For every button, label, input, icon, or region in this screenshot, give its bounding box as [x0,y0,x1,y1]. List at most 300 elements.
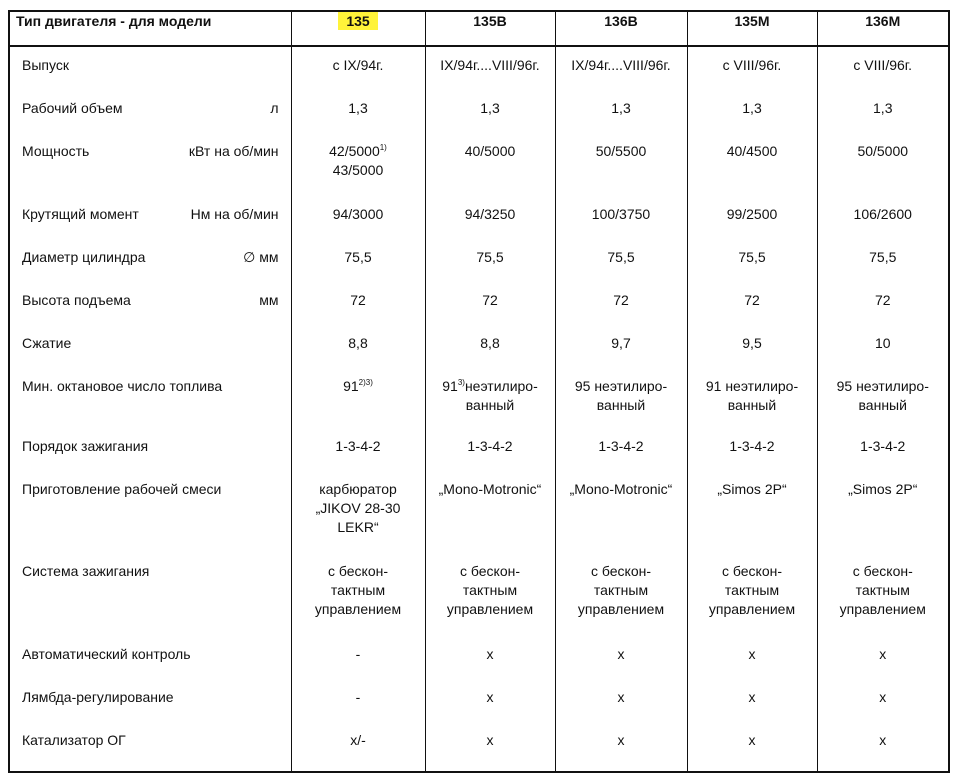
value-text: x [879,689,887,705]
param-name: Лямбда-регулирование [22,689,174,705]
value-text: с бескон- [328,563,388,579]
value-line [818,291,949,310]
param-unit: ∅ мм [243,249,279,265]
value-text: 1,3 [742,100,762,116]
value-text: тактным [855,582,910,598]
value-line [426,581,555,600]
value-text: управлением [839,601,926,617]
value-text: 8,8 [348,335,368,351]
value-text: „Mono-Motronic“ [569,481,673,497]
value-text: 42/5000 [329,143,380,159]
value-line [556,334,687,353]
value-text: ванный [596,397,646,413]
value-cell [425,557,555,640]
value-text: 9,5 [742,335,762,351]
param-name: Сжатие [22,335,72,351]
value-text: 100/3750 [591,206,651,222]
value-line [688,581,817,600]
value-cell [817,243,949,286]
value-text: x [617,689,625,705]
value-cell [555,475,687,557]
value-line [688,56,817,75]
value-text: „Simos 2P“ [717,481,787,497]
value-line [426,142,555,161]
value-cell [425,329,555,372]
value-text: управлением [708,601,796,617]
model-136b: 136B [555,11,687,46]
value-line [818,377,949,396]
value-cell [291,137,425,200]
value-line [426,480,555,499]
param-cell [9,557,291,640]
value-line [292,334,425,353]
value-text: ванный [858,397,907,413]
value-line [688,562,817,581]
value-line [426,377,555,396]
value-line [556,142,687,161]
value-line [818,142,949,161]
value-cell [687,243,817,286]
table-row [9,557,949,640]
value-cell [425,640,555,683]
value-cell [425,46,555,94]
value-cell [425,200,555,243]
value-text: 50/5000 [857,143,909,159]
value-cell [687,683,817,726]
footnote-mark: 1) [379,143,387,152]
table-row [9,475,949,557]
value-line [818,334,949,353]
value-line [292,645,425,664]
value-text: с VIII/96г. [853,57,913,73]
value-line [556,205,687,224]
value-line [426,248,555,267]
value-text: 1-3-4-2 [860,438,906,454]
value-cell [555,46,687,94]
value-cell [425,94,555,137]
table-row [9,286,949,329]
value-text: 1,3 [480,100,500,116]
value-suffix: неэтилиро- [464,378,538,394]
value-text: тактным [593,582,649,598]
value-cell [291,640,425,683]
value-line [292,688,425,707]
value-line [688,205,817,224]
value-text: 75,5 [476,249,504,265]
value-cell [817,683,949,726]
table-row [9,726,949,772]
value-line [818,205,949,224]
value-text: x [748,689,756,705]
value-cell [555,726,687,772]
value-line [292,600,425,619]
value-cell [425,243,555,286]
value-text: карбюратор [319,481,397,497]
value-cell [425,726,555,772]
footnote-mark: 2)3) [358,378,373,387]
value-text: с IX/94г. [332,57,384,73]
value-line [688,480,817,499]
table-row [9,46,949,94]
value-line [556,600,687,619]
model-135b: 135B [425,11,555,46]
value-text: x/- [350,732,366,748]
value-text: 94/3000 [332,206,384,222]
value-text: 72 [744,292,760,308]
value-text: 43/5000 [332,162,384,178]
value-line [426,437,555,456]
value-line [688,396,817,415]
param-name: Порядок зажигания [22,438,149,454]
param-name: Крутящий момент [22,206,139,222]
value-text: 75,5 [869,249,897,265]
value-line [688,248,817,267]
value-line [688,645,817,664]
value-text: управлением [577,601,665,617]
engine-spec-table [8,10,950,773]
value-cell [817,137,949,200]
param-name: Мин. октановое число топлива [22,378,223,394]
value-cell [555,286,687,329]
value-line [688,600,817,619]
value-line [818,645,949,664]
value-cell [291,243,425,286]
value-text: с VIII/96г. [722,57,782,73]
value-cell [555,372,687,432]
value-text: с бескон- [460,563,520,579]
value-line [292,731,425,750]
value-line [818,396,949,415]
model-136m: 136M [817,11,949,46]
value-text: 94/3250 [464,206,516,222]
value-line [426,645,555,664]
value-text: x [748,732,756,748]
table-row [9,683,949,726]
value-text: - [355,689,361,705]
param-unit: л [270,100,279,116]
value-text: 1-3-4-2 [467,438,513,454]
value-cell [425,475,555,557]
value-text: x [617,732,625,748]
value-text: „Mono-Motronic“ [438,481,542,497]
value-cell [425,137,555,200]
value-text: 72 [350,292,366,308]
value-text: 40/4500 [726,143,778,159]
value-cell [555,329,687,372]
value-line [818,688,949,707]
value-text: 1-3-4-2 [598,438,644,454]
value-line [556,731,687,750]
value-text: ванный [465,397,515,413]
value-line [292,581,425,600]
value-cell [291,475,425,557]
param-name: Мощность [22,143,90,159]
value-cell [291,329,425,372]
value-text: - [355,646,361,662]
param-cell [9,432,291,475]
value-text: x [617,646,625,662]
table-row [9,137,949,200]
value-cell [687,475,817,557]
value-line [426,600,555,619]
value-text: x [486,689,494,705]
param-unit: мм [259,292,279,308]
value-line [292,480,425,499]
value-text: 40/5000 [464,143,516,159]
param-name: Система зажигания [22,563,150,579]
param-name: Диаметр цилиндра [22,249,146,265]
value-text: 72 [613,292,629,308]
value-text: 95 неэтилиро- [836,378,929,394]
value-cell [687,94,817,137]
value-cell [817,372,949,432]
value-cell [291,286,425,329]
value-line [426,731,555,750]
value-line [426,99,555,118]
value-line [426,56,555,75]
table-row [9,94,949,137]
value-cell [555,432,687,475]
value-line [556,291,687,310]
header-label: Тип двигателя - для модели [9,11,291,46]
value-line [688,334,817,353]
value-cell [817,286,949,329]
value-cell [555,137,687,200]
param-cell [9,94,291,137]
spec-sheet [8,10,948,748]
value-line [292,56,425,75]
param-name: Высота подъема [22,292,131,308]
value-text: тактным [724,582,780,598]
value-cell [687,557,817,640]
value-cell [687,640,817,683]
value-text: управлением [446,601,534,617]
param-cell [9,329,291,372]
value-line [292,291,425,310]
value-cell [555,557,687,640]
table-row [9,243,949,286]
value-cell [291,372,425,432]
value-cell [687,329,817,372]
value-line [292,518,425,537]
model-135m: 135M [687,11,817,46]
value-cell [817,46,949,94]
value-cell [425,432,555,475]
value-line [556,437,687,456]
value-line [818,731,949,750]
param-cell [9,640,291,683]
value-line [818,480,949,499]
table-row [9,200,949,243]
value-line [426,562,555,581]
value-cell [291,432,425,475]
highlighted-model: 135 [338,12,377,30]
value-text: 95 неэтилиро- [574,378,668,394]
value-cell [687,432,817,475]
value-text: 10 [874,335,891,351]
value-line [292,248,425,267]
param-name: Приготовление рабочей смеси [22,481,222,497]
param-name: Рабочий объем [22,100,123,116]
table-row [9,372,949,432]
value-text: LEKR“ [337,519,379,535]
value-text: 8,8 [480,335,500,351]
value-line [688,377,817,396]
value-cell [291,94,425,137]
value-cell [687,46,817,94]
value-cell [291,46,425,94]
value-line [556,248,687,267]
value-text: с бескон- [591,563,651,579]
value-cell [817,726,949,772]
value-line [426,291,555,310]
value-text: ванный [727,397,777,413]
value-cell [687,372,817,432]
value-text: 1-3-4-2 [335,438,381,454]
value-cell [687,200,817,243]
value-text: 1,3 [873,100,893,116]
value-line [292,161,425,180]
value-text: „JIKOV 28-30 [315,500,401,516]
value-text: с бескон- [852,563,913,579]
value-line [818,562,949,581]
value-cell [425,372,555,432]
value-line [556,688,687,707]
value-cell [425,683,555,726]
param-cell [9,46,291,94]
value-text: с бескон- [722,563,782,579]
value-text: 91 [442,378,458,394]
value-cell [555,243,687,286]
value-cell [291,200,425,243]
value-line [818,437,949,456]
value-cell [817,432,949,475]
value-text: 91 [343,378,359,394]
value-cell [291,683,425,726]
value-cell [687,137,817,200]
value-text: 9,7 [611,335,631,351]
value-line [556,562,687,581]
value-text: IX/94г....VIII/96г. [440,57,540,73]
header-row [9,11,949,46]
value-text: 72 [482,292,498,308]
table-row [9,329,949,372]
value-line [292,499,425,518]
value-cell [817,557,949,640]
value-line [556,396,687,415]
param-cell [9,243,291,286]
param-cell [9,286,291,329]
param-cell [9,475,291,557]
value-cell [817,200,949,243]
value-text: 99/2500 [726,206,778,222]
param-cell [9,200,291,243]
value-line [556,99,687,118]
value-line [818,56,949,75]
param-cell [9,137,291,200]
value-text: тактным [330,582,386,598]
value-line [426,334,555,353]
param-cell [9,726,291,772]
value-text: 91 неэтилиро- [705,378,799,394]
value-line [688,99,817,118]
value-line [292,437,425,456]
value-line [556,56,687,75]
value-line [426,205,555,224]
value-text: 72 [874,292,891,308]
param-name: Автоматический контроль [22,646,191,662]
value-cell [555,200,687,243]
value-text: 75,5 [607,249,635,265]
value-line [426,688,555,707]
value-text: 1-3-4-2 [729,438,775,454]
value-cell [425,286,555,329]
param-name: Выпуск [22,57,69,73]
param-name: Катализатор ОГ [22,732,126,748]
value-text: 1,3 [611,100,631,116]
value-line [818,248,949,267]
value-cell [817,640,949,683]
value-text: x [879,732,887,748]
value-line [688,142,817,161]
value-line [818,600,949,619]
value-cell [555,94,687,137]
value-line [688,688,817,707]
value-text: управлением [314,601,402,617]
value-line [818,581,949,600]
value-line [292,142,425,161]
value-line [556,581,687,600]
value-line [292,205,425,224]
value-cell [291,557,425,640]
value-text: тактным [462,582,518,598]
value-text: x [486,732,494,748]
param-unit: кВт на об/мин [188,143,279,159]
value-line [556,645,687,664]
table-row [9,432,949,475]
value-cell [817,475,949,557]
value-line [426,396,555,415]
value-text: 75,5 [344,249,372,265]
value-line [556,377,687,396]
value-cell [817,94,949,137]
value-cell [687,286,817,329]
table-row [9,640,949,683]
value-cell [687,726,817,772]
model-135 [291,11,425,46]
spec-body [9,46,949,772]
param-unit: Нм на об/мин [190,206,279,222]
value-text: 106/2600 [853,206,912,222]
value-text: „Simos 2P“ [848,481,918,497]
param-cell [9,372,291,432]
value-cell [291,726,425,772]
param-cell [9,683,291,726]
value-text: 1,3 [348,100,368,116]
value-text: 75,5 [738,249,766,265]
value-text: x [879,646,887,662]
value-line [688,731,817,750]
value-text: 50/5500 [595,143,647,159]
value-line [556,480,687,499]
value-line [292,377,425,396]
footnote-mark: 3) [457,378,465,387]
value-line [818,99,949,118]
value-text: x [748,646,756,662]
value-cell [555,683,687,726]
value-line [292,99,425,118]
value-cell [817,329,949,372]
